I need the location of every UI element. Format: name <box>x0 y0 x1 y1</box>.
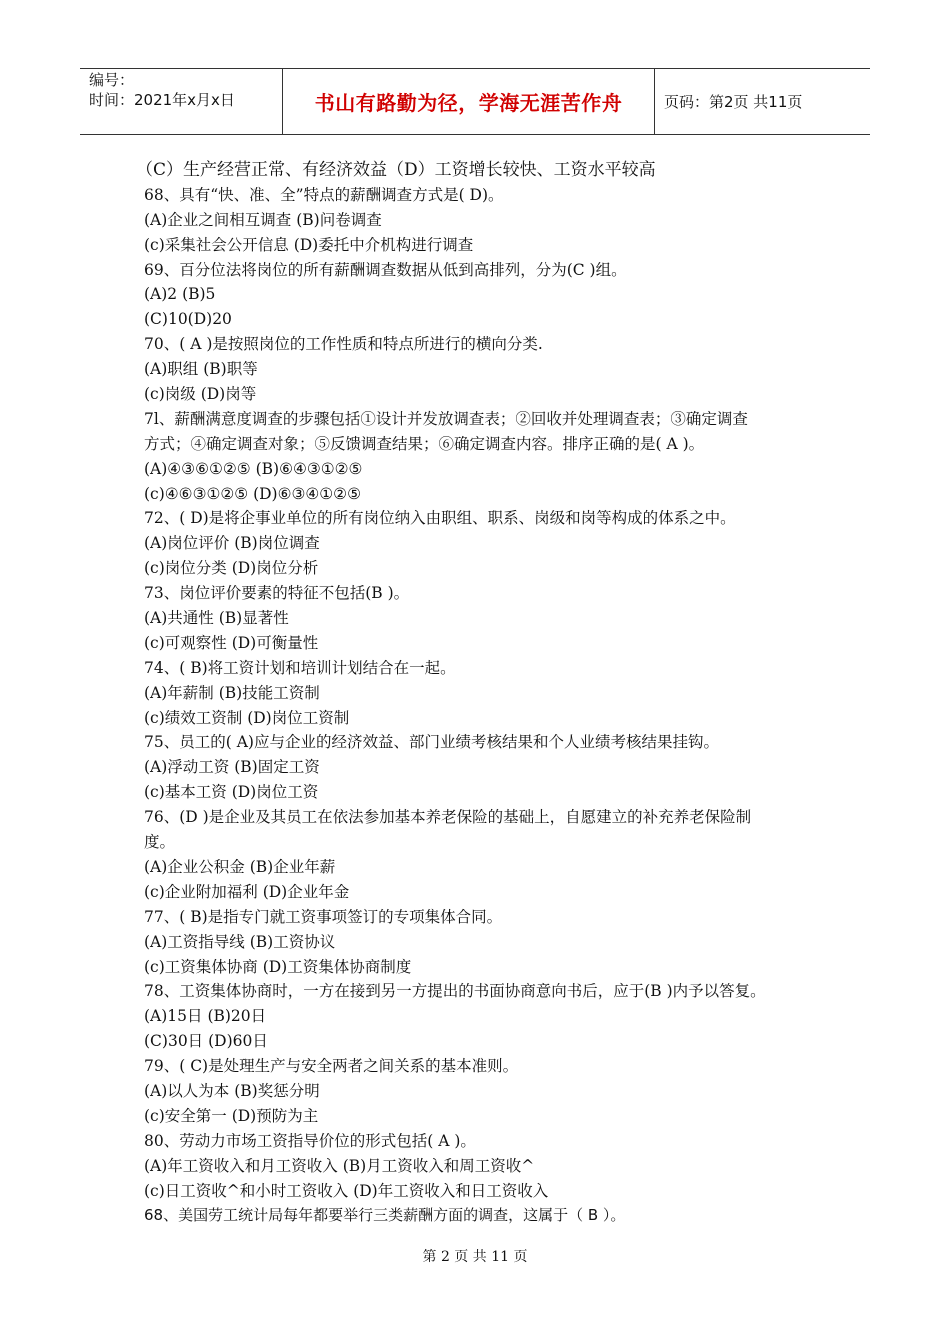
text-line: (A)年工资收入和月工资收入 (B)月工资收入和周工资收^ <box>144 1156 535 1175</box>
text-line: (A)年薪制 (B)技能工资制 <box>144 683 320 702</box>
page-footer <box>0 1246 950 1266</box>
text-line: (A)工资指导线 (B)工资协议 <box>144 932 336 951</box>
text-line: (A)2 (B)5 <box>144 285 216 304</box>
text-line: (C)30日 (D)60日 <box>144 1032 268 1051</box>
text-line: (c)绩效工资制 (D)岗位工资制 <box>144 708 350 727</box>
text-line: (c)基本工资 (D)岗位工资 <box>144 783 319 802</box>
text-line: (c)日工资收^和小时工资收入 (D)年工资收入和日工资收入 <box>144 1181 549 1200</box>
time-label: 时间：2021年x月x日 <box>89 91 235 109</box>
text-line: (c)④⑥③①②⑤ (D)⑥③④①②⑤ <box>144 484 361 503</box>
header-meta <box>80 69 282 134</box>
text-line: 方式；④确定调查对象；⑤反馈调查结果；⑥确定调查内容。排序正确的是( A )。 <box>144 434 705 453</box>
text-line: 度。 <box>144 833 176 852</box>
text-line: (c)安全第一 (D)预防为主 <box>144 1106 319 1125</box>
text-line: 78、工资集体协商时，一方在接到另一方提出的书面协商意向书后，应于(B )内予以答复。 <box>144 982 766 1001</box>
page-header <box>80 68 870 135</box>
text-line: (A)企业公积金 (B)企业年薪 <box>144 857 336 876</box>
text-line: （C）生产经营正常、有经济效益（D）工资增长较快、工资水平较高 <box>136 160 656 180</box>
text-line: (A)共通性 (B)显著性 <box>144 609 289 628</box>
text-line: 80、劳动力市场工资指导价位的形式包括( A )。 <box>144 1131 476 1150</box>
header-page-info <box>655 69 870 134</box>
text-line: (A)④③⑥①②⑤ (B)⑥④③①②⑤ <box>144 459 363 478</box>
text-line: (A)职组 (B)职等 <box>144 360 258 379</box>
text-line: (c)工资集体协商 (D)工资集体协商制度 <box>144 957 412 976</box>
text-line: 7l、薪酬满意度调查的步骤包括①设计并发放调查表；②回收并处理调查表；③确定调查 <box>144 409 748 428</box>
footer-page-number: 第 2 页 共 11 页 <box>422 1249 528 1265</box>
text-line: 75、员工的( A)应与企业的经济效益、部门业绩考核结果和个人业绩考核结果挂钩。 <box>144 733 719 752</box>
number-label: 编号： <box>89 71 135 89</box>
text-line: (c)采集社会公开信息 (D)委托中介机构进行调查 <box>144 235 474 254</box>
text-line: 79、( C)是处理生产与安全两者之间关系的基本准则。 <box>144 1057 519 1076</box>
page-info-text: 页码：第2页 共11页 <box>664 93 803 111</box>
motto-text: 书山有路勤为径，学海无涯苦作舟 <box>314 91 623 115</box>
text-line: (c)岗位分类 (D)岗位分析 <box>144 559 319 578</box>
text-line: 69、百分位法将岗位的所有薪酬调查数据从低到高排列，分为(C )组。 <box>144 260 627 279</box>
text-line: (A)企业之间相互调查 (B)问卷调查 <box>144 210 382 229</box>
header-motto-cell <box>282 69 655 134</box>
text-line: 73、岗位评价要素的特征不包括(B )。 <box>144 584 410 603</box>
text-line: (c)企业附加福利 (D)企业年金 <box>144 882 350 901</box>
text-line: (c)岗级 (D)岗等 <box>144 385 257 404</box>
text-line: 76、(D )是企业及其员工在依法参加基本养老保险的基础上，自愿建立的补充养老保险制 <box>144 808 752 827</box>
text-line: 77、( B)是指专门就工资事项签订的专项集体合同。 <box>144 907 503 926</box>
text-line: (A)以人为本 (B)奖惩分明 <box>144 1081 320 1100</box>
text-line: (c)可观察性 (D)可衡量性 <box>144 633 319 652</box>
text-line: 68、具有“快、准、全”特点的薪酬调查方式是( D)。 <box>144 185 504 204</box>
text-line: 70、( A )是按照岗位的工作性质和特点所进行的横向分类. <box>144 335 543 354</box>
document-body <box>136 158 824 1228</box>
text-line: (C)10(D)20 <box>144 310 232 329</box>
text-line: 72、( D)是将企事业单位的所有岗位纳入由职组、职系、岗级和岗等构成的体系之中。 <box>144 509 736 528</box>
text-line: 68、美国劳工统计局每年都要举行三类薪酬方面的调查，这属于（ B ）。 <box>144 1206 626 1225</box>
text-line: 74、( B)将工资计划和培训计划结合在一起。 <box>144 658 456 677</box>
text-line: (A)浮动工资 (B)固定工资 <box>144 758 320 777</box>
text-line: (A)15日 (B)20日 <box>144 1007 267 1026</box>
text-line: (A)岗位评价 (B)岗位调查 <box>144 534 320 553</box>
